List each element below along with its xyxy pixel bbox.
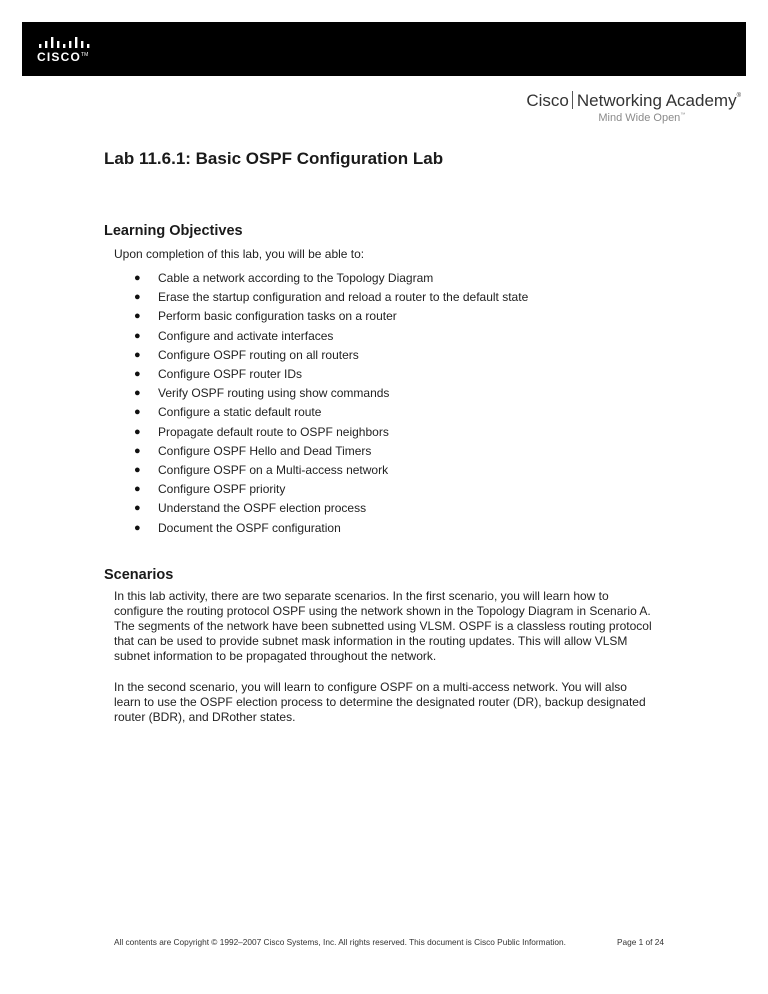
academy-name-right: Networking Academy [576, 91, 737, 110]
scenarios-heading: Scenarios [104, 567, 174, 583]
academy-reg-mark: ® [736, 93, 741, 99]
bullet-icon: ● [134, 444, 141, 457]
scenarios-paragraph-2: In the second scenario, you will learn to configure OSPF on a multi-access network. You will also learn to use the OSPF election process to determine the designated router (DR), backup designated router (BDR), and DRother states. [114, 680, 646, 724]
objective-text: Configure OSPF Hello and Dead Timers [158, 443, 372, 458]
objective-text: Configure OSPF routing on all routers [158, 347, 359, 362]
objective-text: Configure a static default route [158, 405, 322, 420]
networking-academy-logo [526, 91, 741, 124]
bullet-icon: ● [134, 483, 141, 496]
footer-copyright: All contents are Copyright © 1992–2007 Cisco Systems, Inc. All rights reserved. This document is Cisco Public Information. [114, 937, 566, 947]
bullet-icon: ● [134, 272, 141, 284]
bullet-icon: ● [134, 387, 141, 400]
objective-item [134, 346, 528, 365]
objective-text: Configure OSPF on a Multi-access network [158, 463, 389, 478]
page-footer [114, 937, 664, 947]
objective-item [134, 423, 528, 442]
objective-text: Document the OSPF configuration [158, 520, 341, 535]
bullet-icon: ● [134, 368, 141, 381]
objective-item [134, 327, 528, 346]
objective-text: Perform basic configuration tasks on a router [158, 309, 397, 324]
objective-text: Propagate default route to OSPF neighbors [158, 424, 389, 439]
bullet-icon: ● [134, 348, 141, 361]
bullet-icon: ● [134, 310, 141, 323]
page-title: Lab 11.6.1: Basic OSPF Configuration Lab [104, 149, 444, 168]
objective-text: Cable a network according to the Topology Diagram [158, 271, 434, 285]
academy-name-left: Cisco [526, 91, 569, 110]
cisco-bars-icon [38, 36, 90, 50]
cisco-wordmark: CISCO™ [37, 50, 89, 64]
cisco-logo [36, 36, 96, 66]
objective-text: Configure OSPF router IDs [158, 367, 303, 382]
objective-text: Verify OSPF routing using show commands [158, 386, 390, 401]
bullet-icon: ● [134, 291, 141, 304]
objectives-list [134, 269, 528, 538]
objective-item [134, 288, 528, 307]
bullet-icon: ● [134, 425, 141, 438]
scenarios-paragraph-1: In this lab activity, there are two separate scenarios. In the first scenario, you will learn how to configure the routing protocol OSPF using the network shown in the Topology Diagram in Scenario A. The segments of the network have been subnetted using VLSM. OSPF is a classless routing protocol that can be used to provide subnet mask information in the routing updates. This will allow VLSM subnet information to be propagated throughout the network. [114, 589, 652, 663]
objective-item [134, 442, 528, 461]
objective-text: Configure OSPF priority [158, 482, 286, 497]
logo-divider [572, 91, 573, 109]
objective-item [134, 384, 528, 403]
header-bar [22, 22, 746, 76]
academy-tagline: Mind Wide Open [598, 112, 681, 124]
objective-item [134, 499, 528, 518]
bullet-icon: ● [134, 464, 141, 477]
bullet-icon: ● [134, 521, 141, 534]
tagline-tm-mark: ™ [680, 112, 686, 118]
objective-item [134, 461, 528, 480]
objective-item [134, 403, 528, 422]
objective-item [134, 307, 528, 326]
objective-text: Configure and activate interfaces [158, 328, 334, 343]
objective-item [134, 519, 528, 538]
objective-item [134, 269, 528, 288]
objective-item [134, 365, 528, 384]
bullet-icon: ● [134, 329, 141, 342]
objective-text: Erase the startup configuration and reload a router to the default state [158, 290, 529, 305]
objectives-heading: Learning Objectives [104, 223, 243, 239]
objective-text: Understand the OSPF election process [158, 501, 367, 516]
page-number: Page 1 of 24 [616, 937, 664, 947]
bullet-icon: ● [134, 406, 141, 419]
bullet-icon: ● [134, 502, 141, 515]
objective-item [134, 480, 528, 499]
objectives-intro: Upon completion of this lab, you will be able to: [114, 247, 365, 261]
